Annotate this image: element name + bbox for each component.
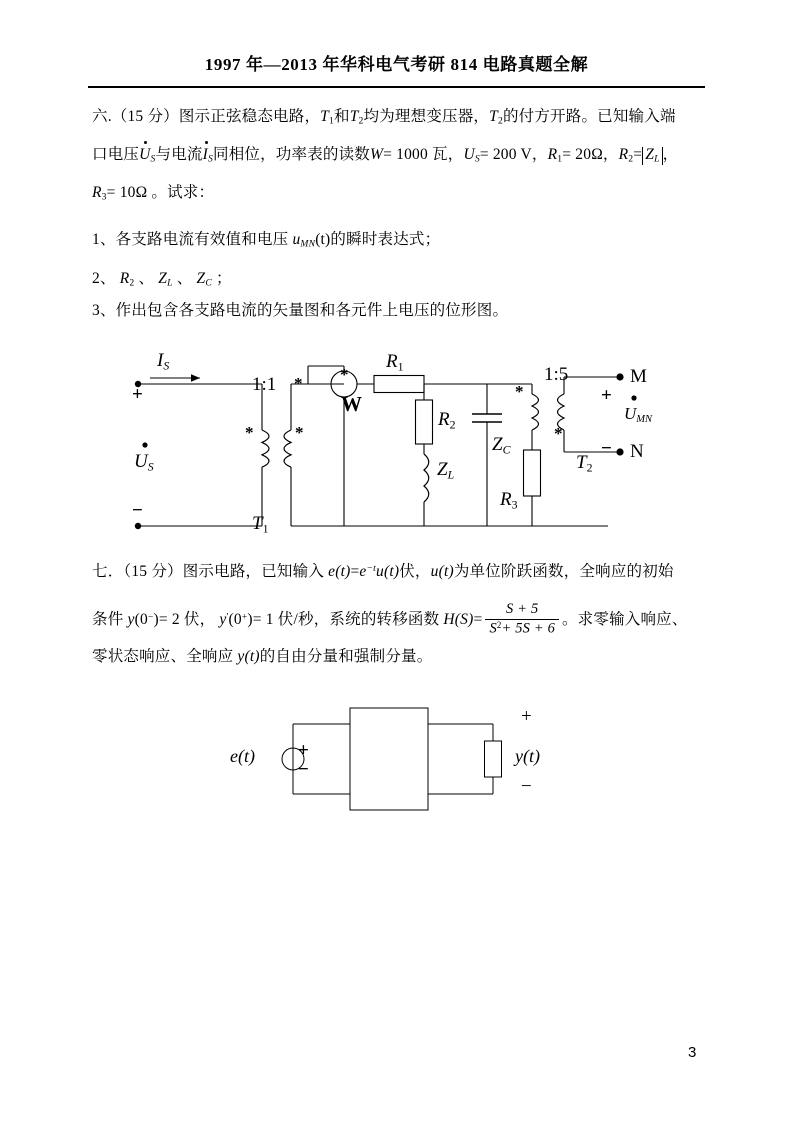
p6-i2-ZLsub: L [167, 277, 173, 289]
label-R3 [500, 489, 518, 512]
dot-mark-T1-secondary: * [295, 423, 304, 442]
p7-l1-e: e [328, 563, 336, 580]
p7-l2-yp: y [219, 611, 227, 629]
p6-l1-d: 的付方开路。已知输入端 [502, 108, 676, 125]
p7-l3-t: (t) [244, 648, 260, 665]
label-T2-sub: 2 [586, 461, 593, 475]
p6-l2-U-phasor: U [139, 146, 151, 163]
p6-i2-R2: R [119, 270, 130, 287]
label-R1-sub: 1 [397, 360, 404, 374]
p6-l1-T1sub: 1 [328, 115, 334, 127]
p6-l2-tail: ， [662, 146, 679, 163]
dot-mark-wattmeter-left: * [294, 374, 303, 393]
label-Us-text: U [134, 451, 148, 472]
p7-l2-Heq: = [473, 611, 483, 629]
p6-l2-b: 与电流 [155, 146, 203, 163]
label-terminal-N: N [630, 441, 644, 462]
p6-l2-R2: R [618, 146, 629, 163]
p7-l2-a: 条件 [92, 611, 128, 629]
p6-l1-T2b: T [489, 108, 498, 125]
circuit1-svg [112, 352, 682, 542]
page-header-title: 1997 年—2013 年华科电气考研 814 电路真题全解 [204, 55, 589, 74]
label-R3-text: R [500, 489, 512, 510]
p6-l2-R1: R [547, 146, 558, 163]
p6-l2-Us: U [463, 146, 475, 163]
label-source-plus: + [132, 384, 143, 405]
p6-l2-Weq: = 1000 瓦， [383, 146, 464, 163]
problem7-line2 [92, 603, 688, 638]
label-R2 [438, 409, 456, 432]
label-ZL-sub: L [447, 468, 455, 482]
p6-l1-T2sub: 2 [358, 115, 364, 127]
p7-l3-a: 零状态响应、全响应 [92, 648, 238, 665]
p7-l3-b: 的自由分量和强制分量。 [259, 648, 433, 665]
label-Is-text: I [157, 350, 164, 371]
label-source-minus: − [132, 500, 143, 521]
p7-l2-arg2: (0 [228, 611, 242, 629]
header-rule [88, 86, 705, 88]
dot-mark-wattmeter-right: * [340, 365, 349, 384]
p6-l1-T2: T [349, 108, 359, 125]
label-R2-sub: 2 [449, 418, 456, 432]
p6-i2-sep2: 、 [172, 270, 197, 287]
label-ZL [437, 459, 454, 482]
label-T2-text: T [576, 452, 587, 473]
frac-den-sup: 2 [496, 619, 502, 630]
label-R1 [386, 351, 404, 374]
p6-i1-usub: MN [300, 238, 316, 250]
label-src-plus: + [298, 740, 309, 761]
p7-l1-t1: (t) [335, 563, 351, 580]
p6-l2-Isub: S [208, 153, 213, 165]
label-src-minus: − [298, 759, 309, 780]
p6-i2-tail: ； [211, 270, 232, 287]
p6-i2-pre: 2、 [92, 270, 120, 287]
p6-l2-R1eq: = 20Ω， [562, 146, 619, 163]
p7-l2-sup2: + [241, 611, 248, 623]
label-output-plus: + [601, 385, 612, 406]
label-et-arg: (t) [238, 746, 255, 766]
p6-l2-Useq: = 200 V， [479, 146, 548, 163]
p7-l1-b: 伏， [399, 563, 431, 580]
problem6-line2 [92, 146, 678, 165]
p7-l1-a: 七．（15 分）图示电路，已知输入 [92, 563, 329, 580]
p7-l2-y: y [127, 611, 135, 629]
p6-l1-b: 和 [333, 108, 350, 125]
p6-l3-R3: R [92, 184, 102, 201]
problem7-line3 [92, 648, 432, 666]
label-R3-sub: 3 [511, 498, 518, 512]
p7-l2-c: = 1 伏/秒，系统的转移函数 [252, 611, 444, 629]
label-out-minus: − [521, 776, 532, 797]
label-R2-text: R [438, 409, 450, 430]
p6-l2-R1sub: 1 [557, 153, 563, 165]
p7-l2-prime: ' [226, 611, 229, 623]
p6-l3-R3sub: 3 [101, 191, 107, 203]
frac-den-rest: + 5S + 6 [501, 620, 555, 637]
circuit-diagram-1 [112, 352, 682, 542]
p7-l1-c: 为单位阶跃函数，全响应的初始 [453, 563, 674, 580]
label-ZC-text: Z [492, 434, 503, 455]
p7-l1-u2: u [430, 563, 439, 580]
p6-l2-c: 同相位，功率表的读数 [213, 146, 371, 163]
problem6-item-2 [92, 270, 232, 289]
p7-l2-arg1b: ) [153, 611, 159, 629]
label-T2 [576, 452, 592, 475]
p6-l2-W: W [370, 146, 384, 163]
label-UMN [624, 404, 652, 425]
page-number: 3 [688, 1044, 697, 1061]
label-wattmeter-W: W [341, 392, 362, 416]
p6-l2-R2sub: 2 [628, 153, 634, 165]
dot-mark-T2-secondary: * [554, 424, 563, 443]
p7-l2-H: H [443, 611, 455, 629]
problem6-item-3: 3、作出包含各支路电流的矢量图和各元件上电压的位形图。 [92, 302, 509, 319]
p6-i1-t: (t) [315, 231, 331, 248]
p7-l2-sup1: − [147, 611, 154, 623]
label-terminal-M: M [630, 366, 647, 387]
p6-l1-c: 均为理想变压器， [363, 108, 490, 125]
label-out-plus: + [521, 706, 532, 727]
problem6-line1 [92, 108, 676, 127]
p6-i2-ZL: Z [158, 270, 168, 287]
label-T1-sub: 1 [262, 522, 269, 536]
dot-mark-T2-primary: * [515, 382, 524, 401]
p7-l1-t3: (t) [438, 563, 454, 580]
problem7-line1 [92, 563, 674, 581]
p6-i1-text: 1、各支路电流有效值和电压 [92, 231, 293, 248]
p6-l2-I-phasor: I [202, 146, 208, 163]
p7-l1-t2: (t) [383, 563, 400, 580]
p6-i2-R2sub: 2 [129, 277, 135, 289]
p6-l3-eq: = 10Ω 。试求： [106, 184, 215, 201]
frac-den-S: S [489, 620, 497, 637]
p6-i2-sep1: 、 [134, 270, 159, 287]
label-ZL-text: Z [437, 459, 448, 480]
p6-l1-T2bsub: 2 [497, 115, 503, 127]
p6-l2-R2eq: = [633, 146, 643, 163]
p6-i2-ZCsub: C [205, 277, 212, 289]
label-Is [157, 350, 169, 373]
label-yt-arg: (t) [523, 746, 540, 766]
label-yt-text: y [515, 746, 523, 766]
label-Us-sub: S [147, 460, 154, 474]
label-Is-sub: S [163, 359, 170, 373]
label-R1-text: R [386, 351, 398, 372]
p6-l1-T1: T [320, 108, 329, 125]
p7-l1-eq: = [350, 563, 360, 580]
p7-l1-exp-base: e [359, 563, 367, 580]
p7-l3-y: y [237, 648, 245, 665]
p6-l2-ZLsub: L [654, 153, 660, 165]
p6-i2-ZC: Z [196, 270, 206, 287]
label-ZC [492, 434, 510, 457]
p7-l2-b: = 2 伏， [158, 611, 220, 629]
dot-mark-T1-primary: * [245, 423, 254, 442]
p7-l1-exp-sup: −t [366, 563, 377, 575]
circuit2-svg [230, 698, 560, 828]
transfer-function-fraction [485, 602, 559, 637]
label-et-text: e [230, 746, 238, 766]
p7-l2-Harg: (S) [454, 611, 474, 629]
label-et [230, 746, 255, 767]
p7-l2-arg1: (0 [134, 611, 148, 629]
label-yt [515, 746, 540, 767]
label-ratio-T1: 1:1 [252, 374, 277, 395]
p6-l2-Ussub: S [474, 153, 480, 165]
problem6-line3 [92, 184, 214, 203]
p6-l2-a: 口电压 [92, 146, 140, 163]
label-UMN-text: U [624, 404, 637, 423]
p6-l1-a: 六.（15 分）图示正弦稳态电路， [92, 108, 321, 125]
label-T1 [252, 513, 268, 536]
p6-i1-tail: 的瞬时表达式； [330, 231, 441, 248]
label-Us [134, 451, 154, 474]
label-ZC-sub: C [502, 443, 511, 457]
label-ratio-T2: 1:5 [544, 364, 569, 385]
p6-l2-ZL: Z [645, 146, 655, 163]
p7-l2-d: 。求零输入响应、 [561, 611, 688, 629]
circuit-diagram-2 [230, 698, 560, 828]
label-T1-text: T [252, 513, 263, 534]
label-UMN-sub: MN [636, 413, 653, 425]
p6-i1-u: u [292, 231, 301, 248]
p6-l2-Usub: S [150, 153, 156, 165]
frac-numerator: S + 5 [506, 601, 539, 617]
p7-l1-u: u [376, 563, 384, 580]
label-output-minus: − [601, 438, 612, 459]
problem6-item-1 [92, 231, 440, 250]
p7-l2-arg2b: ) [247, 611, 253, 629]
